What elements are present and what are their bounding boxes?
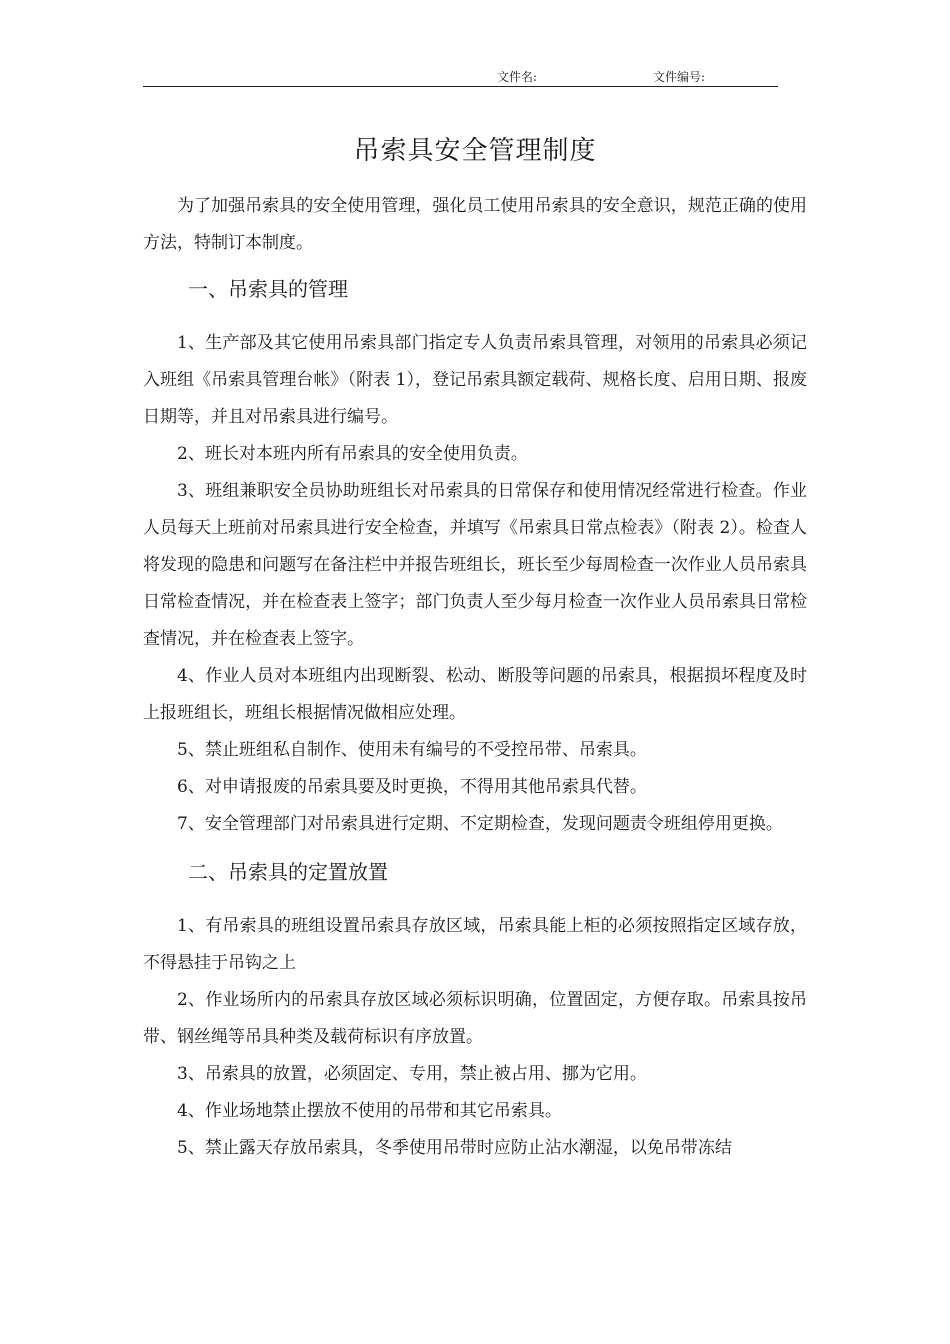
- intro-paragraph: 为了加强吊索具的安全使用管理，强化员工使用吊索具的安全意识，规范正确的使用方法，特制订本制度。: [143, 196, 807, 253]
- section-1-item: 4、作业人员对本班组内出现断裂、松动、断股等问题的吊索具，根据损坏程度及时上报班组长，班组长根据情况做相应处理。: [143, 666, 807, 723]
- section-1-item: 6、对申请报废的吊索具要及时更换，不得用其他吊索具代替。: [177, 777, 647, 797]
- section-1-item: 1、生产部及其它使用吊索具部门指定专人负责吊索具管理，对领用的吊索具必须记入班组《吊索具管理台帐》（附表 1），登记吊索具额定载荷、规格长度、启用日期、报废日期等，并且对吊索具进行编号。: [143, 333, 807, 427]
- section-2-item: 1、有吊索具的班组设置吊索具存放区域，吊索具能上柜的必须按照指定区域存放，不得悬挂于吊钩之上: [143, 916, 807, 973]
- file-number-label: 文件编号:: [653, 70, 706, 84]
- section-heading-management: 一、吊索具的管理: [188, 277, 348, 301]
- document-header: [143, 68, 778, 87]
- section-2-item: 3、吊索具的放置，必须固定、专用，禁止被占用、挪为它用。: [177, 1064, 647, 1084]
- section-2-item: 4、作业场地禁止摆放不使用的吊带和其它吊索具。: [177, 1101, 562, 1121]
- file-name-label: 文件名:: [497, 70, 538, 84]
- document-body: [143, 188, 807, 1167]
- section-1-item: 2、班长对本班内所有吊索具的安全使用负责。: [177, 444, 528, 464]
- section-2-item: 2、作业场所内的吊索具存放区域必须标识明确，位置固定，方便存取。吊索具按吊带、钢丝绳等吊具种类及载荷标识有序放置。: [143, 990, 807, 1047]
- section-1-item: 3、班组兼职安全员协助班组长对吊索具的日常保存和使用情况经常进行检查。作业人员每天上班前对吊索具进行安全检查，并填写《吊索具日常点检表》（附表 2）。检查人将发现的隐患和问题写在备注栏中并报告班组长，班长至少每周检查一次作业人员吊索具日常检查情况，并在检查表上签字；部门负责人至少每月检查一次作业人员吊索具日常检查情况，并在检查表上签字。: [143, 481, 807, 649]
- section-heading-placement: 二、吊索具的定置放置: [188, 860, 388, 884]
- section-1-item: 5、禁止班组私自制作、使用未有编号的不受控吊带、吊索具。: [177, 740, 647, 760]
- section-1-item: 7、安全管理部门对吊索具进行定期、不定期检查，发现问题责令班组停用更换。: [177, 814, 783, 834]
- document-title: 吊索具安全管理制度: [353, 136, 597, 166]
- section-2-item: 5、禁止露天存放吊索具，冬季使用吊带时应防止沾水潮湿，以免吊带冻结: [177, 1138, 732, 1158]
